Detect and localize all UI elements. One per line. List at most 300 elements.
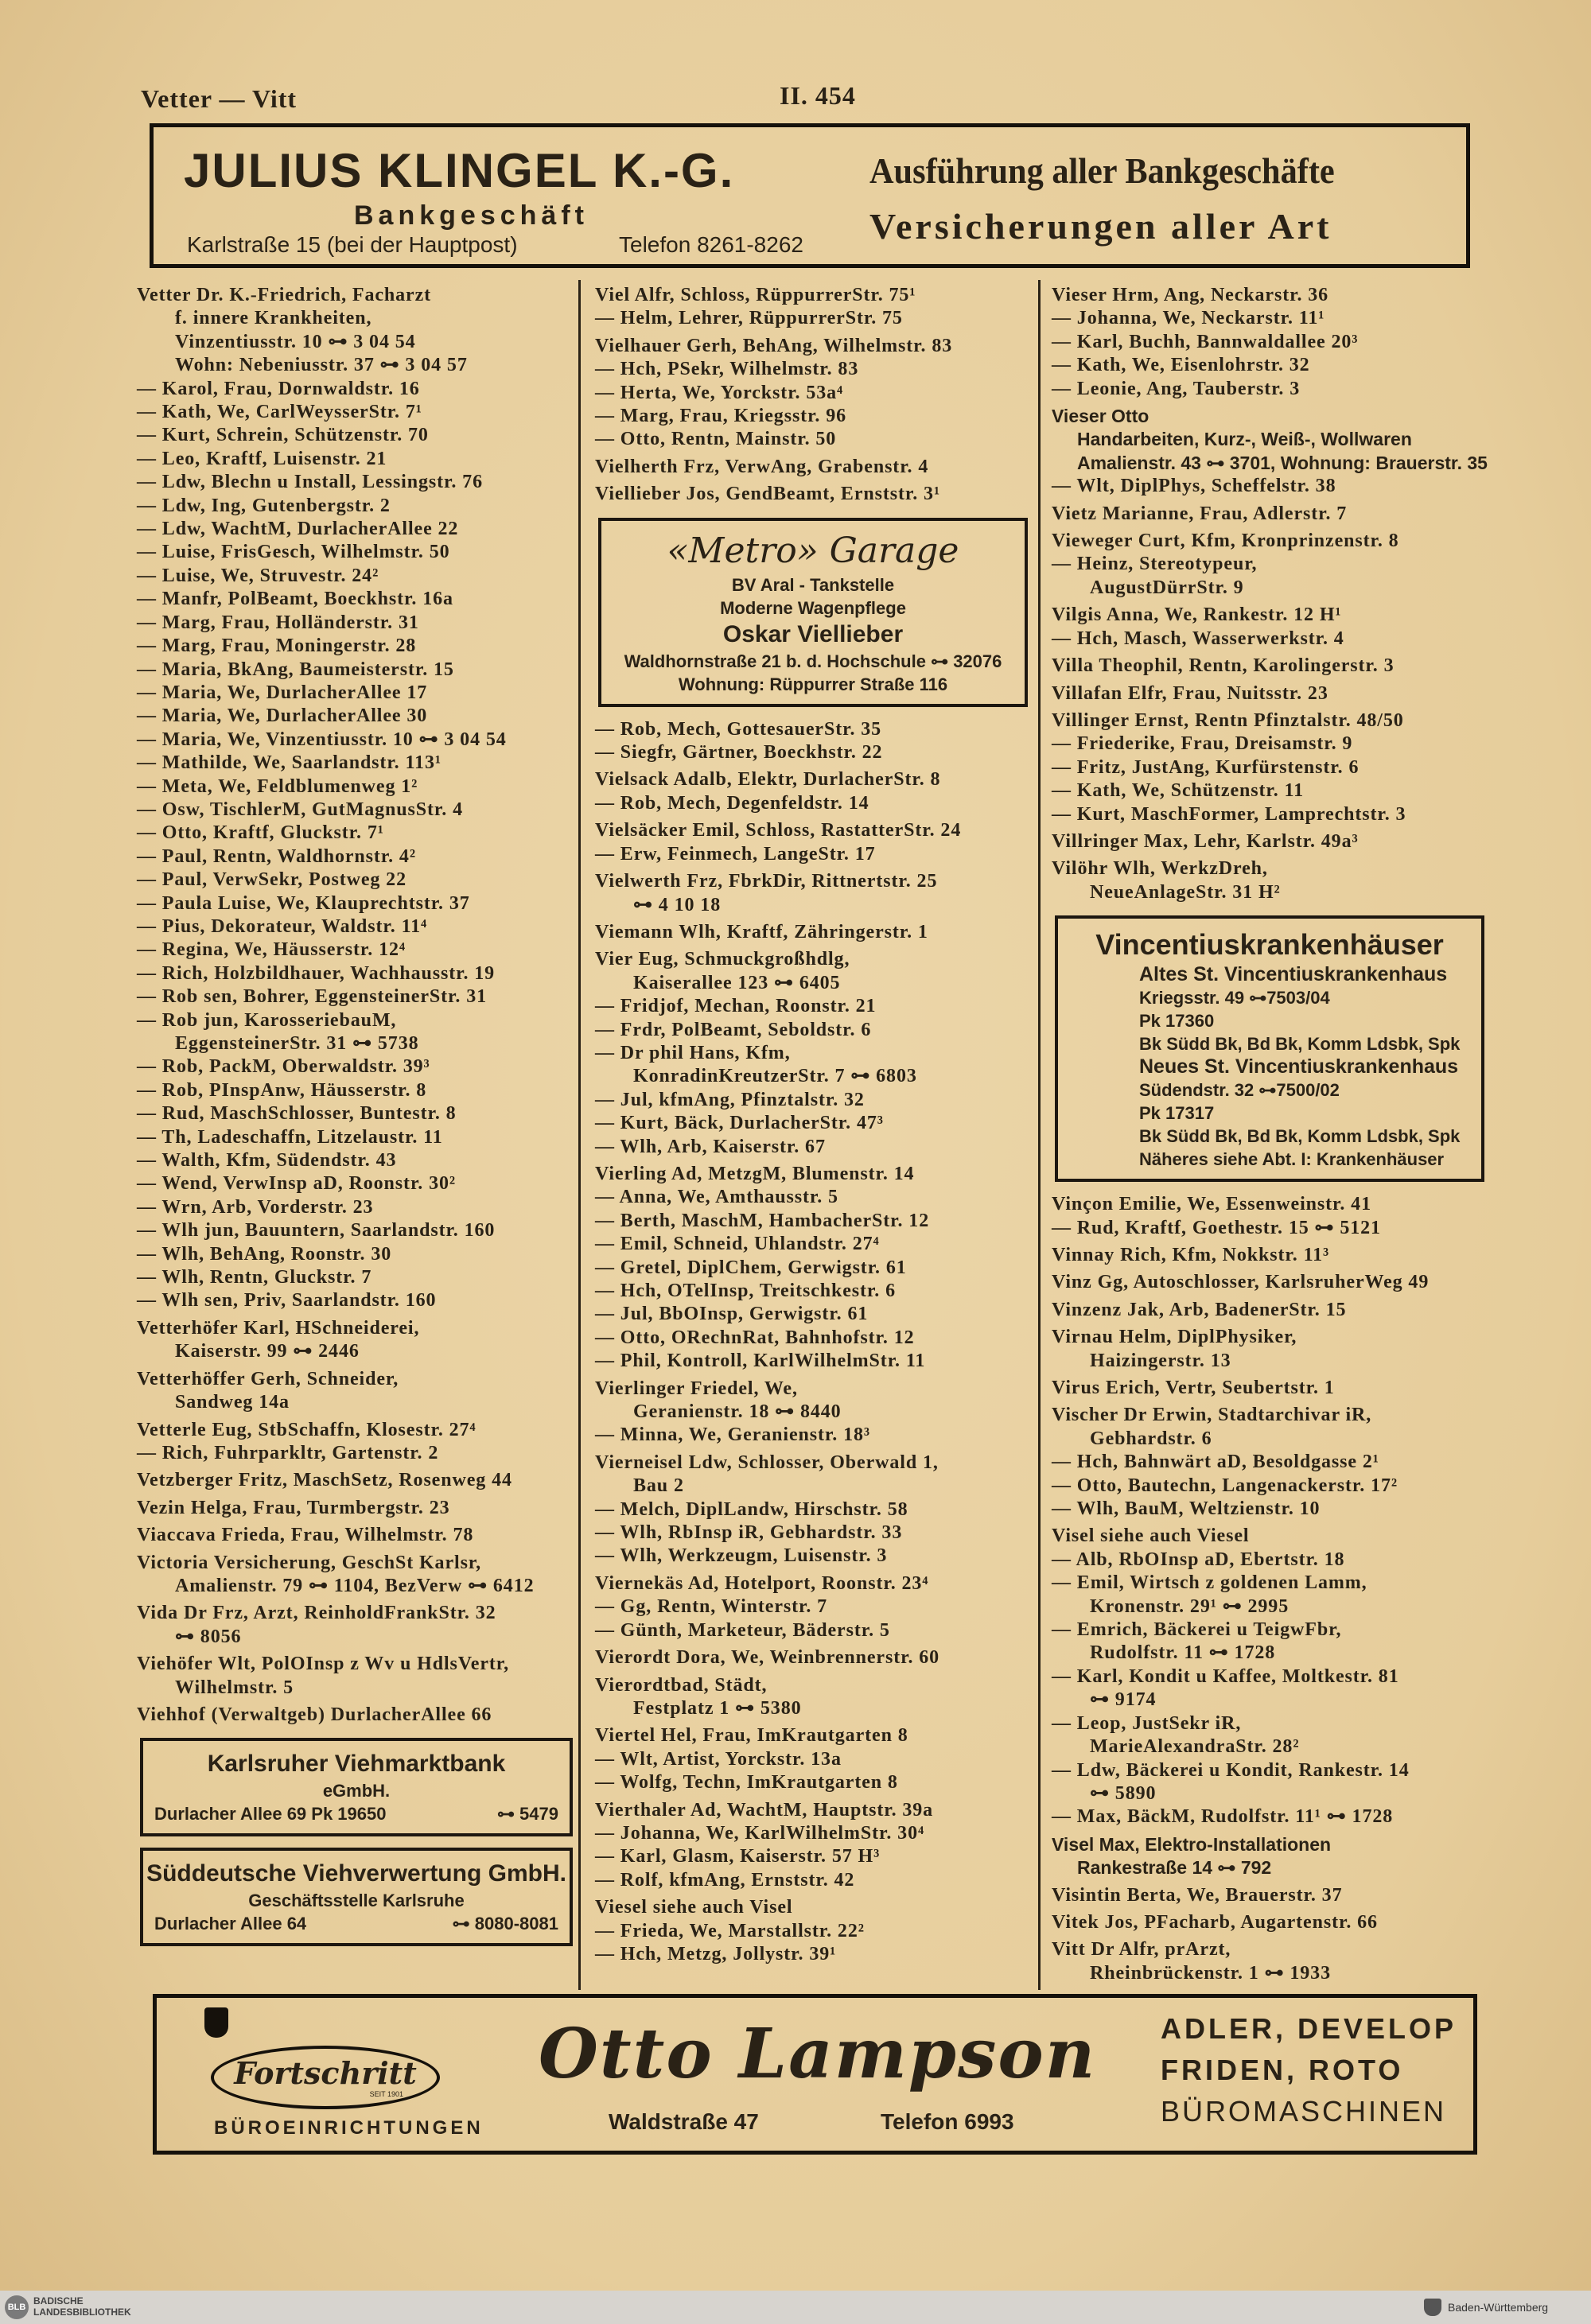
entry-text: — Emrich, Bäckerei u TeigwFbr,	[1052, 1619, 1342, 1641]
entry-text: — Luise, We, Struvestr. 24²	[137, 565, 379, 586]
directory-entry	[137, 1419, 576, 1442]
entry-continuation: Wilhelmstr. 5	[175, 1677, 294, 1698]
ad-text: Moderne Wagenpflege	[720, 597, 906, 618]
directory-entry	[1052, 1299, 1488, 1322]
entry-text: Vinçon Emilie, We, Essenweinstr. 41	[1052, 1194, 1371, 1215]
directory-entry	[1052, 1911, 1488, 1934]
entry-text: — Kath, We, Eisenlohrstr. 32	[1052, 355, 1310, 376]
entry-text: Viesel siehe auch Visel	[595, 1897, 793, 1918]
entry-text: — Ldw, Bäckerei u Kondit, Rankestr. 14	[1052, 1759, 1410, 1781]
ad-company-name: Otto Lampson	[539, 2014, 1097, 2094]
ad-line	[1069, 1148, 1470, 1171]
entry-text: Vieweger Curt, Kfm, Kronprinzenstr. 8	[1052, 530, 1399, 552]
entry-text: — Paula Luise, We, Klauprechtstr. 37	[137, 892, 470, 914]
directory-entry	[1052, 779, 1488, 803]
entry-text: Vitek Jos, PFacharb, Augartenstr. 66	[1052, 1911, 1378, 1933]
directory-entry	[1052, 857, 1488, 904]
directory-column-3	[1052, 280, 1488, 1985]
directory-entry	[137, 541, 576, 564]
directory-entry	[595, 382, 1031, 405]
entry-text: — Mathilde, We, Saarlandstr. 113¹	[137, 752, 442, 774]
column-divider	[578, 280, 581, 1990]
entry-text: Vielherth Frz, VerwAng, Grabenstr. 4	[595, 456, 929, 477]
entry-text: — Phil, Kontroll, KarlWilhelmStr. 11	[595, 1350, 926, 1372]
business-entry-line: Vieser Otto	[1052, 406, 1149, 427]
entry-text: — Kurt, MaschFormer, Lamprechtstr. 3	[1052, 803, 1406, 825]
directory-entry	[1052, 1938, 1488, 1985]
directory-entry	[137, 682, 576, 705]
directory-entry	[1052, 1404, 1488, 1451]
directory-entry	[1052, 709, 1488, 733]
entry-continuation: AugustDürrStr. 9	[1090, 577, 1244, 598]
ad-address: Karlstraße 15 (bei der Hauptpost)	[187, 232, 518, 257]
directory-entry	[595, 948, 1031, 995]
entry-text: — Wlh, Rentn, Gluckstr. 7	[137, 1267, 372, 1288]
directory-entry	[1052, 378, 1488, 401]
directory-entry	[1052, 1217, 1488, 1240]
entry-continuation: Gebhardstr. 6	[1090, 1428, 1212, 1449]
entry-text: — Maria, We, DurlacherAllee 30	[137, 705, 428, 727]
entry-text: Viehöfer Wlt, PolOInsp z Wv u HdlsVertr,	[137, 1654, 510, 1675]
entry-text: — Kath, We, Schützenstr. 11	[1052, 780, 1304, 802]
directory-entry	[1052, 354, 1488, 377]
entry-text: — Frieda, We, Marstallstr. 22²	[595, 1920, 865, 1941]
entry-text: Vida Dr Frz, Arzt, ReinholdFrankStr. 32	[137, 1603, 496, 1624]
entry-text: — Emil, Wirtsch z goldenen Lamm,	[1052, 1572, 1367, 1594]
directory-entry	[595, 1822, 1031, 1845]
entry-text: — Johanna, We, Neckarstr. 11¹	[1052, 308, 1325, 329]
ad-line	[154, 1912, 558, 1935]
entry-text: — Wlt, Artist, Yorckstr. 13a	[595, 1748, 842, 1770]
entry-continuation: Vinzentiusstr. 10 ⊶ 3 04 54	[175, 331, 416, 352]
ad-slogan-1: Ausführung aller Bankgeschäfte	[869, 150, 1335, 191]
directory-entry	[595, 428, 1031, 451]
entry-continuation: f. innere Krankheiten,	[175, 308, 372, 329]
entry-text: Vinnay Rich, Kfm, Nokkstr. 11³	[1052, 1244, 1330, 1265]
directory-entry	[1052, 682, 1488, 705]
ad-line	[154, 1802, 558, 1825]
entry-continuation: Kronenstr. 29¹ ⊶ 2995	[1090, 1595, 1290, 1617]
ad-line	[154, 1889, 558, 1912]
directory-entry	[1052, 1244, 1488, 1267]
entry-text: — Gg, Rentn, Winterstr. 7	[595, 1596, 828, 1618]
entry-text: — Rob, Mech, Degenfeldstr. 14	[595, 792, 869, 814]
entry-text: Virus Erich, Vertr, Seubertstr. 1	[1052, 1378, 1335, 1398]
directory-entry	[137, 822, 576, 845]
directory-entry	[1052, 1475, 1488, 1498]
directory-entry	[595, 1498, 1031, 1521]
ad-text: Bk Südd Bk, Bd Bk, Komm Ldsbk, Spk	[1139, 1126, 1461, 1147]
entry-continuation: ⊶ 8056	[175, 1626, 242, 1647]
viehmarktbank-ad	[140, 1738, 573, 1836]
entry-text: — Otto, Rentn, Mainstr. 50	[595, 429, 837, 450]
directory-entry	[595, 1233, 1031, 1256]
directory-entry	[595, 1724, 1031, 1747]
directory-entry	[1052, 830, 1488, 853]
lampson-ad	[153, 1994, 1477, 2155]
ad-text: «Metro» Garage	[667, 530, 959, 571]
directory-entry	[137, 962, 576, 985]
directory-entry	[1052, 1759, 1488, 1806]
entry-text: — Karl, Buchh, Bannwaldallee 20³	[1052, 331, 1359, 352]
entry-text: — Maria, We, DurlacherAllee 17	[137, 682, 428, 703]
ad-line	[1069, 1102, 1470, 1125]
directory-entry	[595, 1799, 1031, 1822]
entry-continuation: ⊶ 9174	[1090, 1689, 1157, 1711]
directory-entry	[595, 1257, 1031, 1280]
ad-line	[613, 620, 1013, 650]
entry-text: — Hch, PSekr, Wilhelmstr. 83	[595, 359, 859, 380]
ad-line	[1069, 1055, 1470, 1078]
entry-continuation: Haizingerstr. 13	[1090, 1350, 1231, 1371]
entry-text: Vielhauer Gerh, BehAng, Wilhelmstr. 83	[595, 335, 953, 356]
directory-entry	[137, 775, 576, 799]
directory-entry	[1052, 307, 1488, 330]
entry-text: Vierling Ad, MetzgM, Blumenstr. 14	[595, 1163, 915, 1184]
entry-text: — Ldw, WachtM, DurlacherAllee 22	[137, 519, 459, 540]
entry-continuation: ⊶ 4 10 18	[633, 894, 722, 915]
entry-text: — Rud, Kraftf, Goethestr. 15 ⊶ 5121	[1052, 1217, 1381, 1238]
entry-text: — Leop, JustSekr iR,	[1052, 1712, 1242, 1734]
entry-continuation: Kaiserstr. 99 ⊶ 2446	[175, 1341, 360, 1362]
entry-text: Virnau Helm, DiplPhysiker,	[1052, 1327, 1297, 1348]
entry-text: — Rud, MaschSchlosser, Buntestr. 8	[137, 1103, 457, 1125]
entry-text: Vetter Dr. K.-Friedrich, Facharzt	[137, 285, 432, 305]
directory-entry	[137, 448, 576, 471]
ad-text: Wohnung: Rüppurrer Straße 116	[678, 674, 948, 694]
ad-line	[154, 1779, 558, 1802]
entry-text: — Jul, kfmAng, Pfinztalstr. 32	[595, 1089, 865, 1110]
ad-company-name: JULIUS KLINGEL K.-G.	[184, 144, 735, 197]
ad-text: Karlsruher Viehmarktbank	[207, 1751, 506, 1778]
entry-text: Vietz Marianne, Frau, Adlerstr. 7	[1052, 503, 1348, 524]
library-name	[33, 2295, 131, 2318]
directory-entry	[137, 471, 576, 494]
entry-text: Vetterhöffer Gerh, Schneider,	[137, 1368, 399, 1389]
entry-text: Villinger Ernst, Rentn Pfinztalstr. 48/50	[1052, 709, 1404, 731]
business-entry-line: Visel Max, Elektro-Installationen	[1052, 1833, 1332, 1855]
directory-entry	[137, 1368, 576, 1415]
entry-continuation: ⊶ 5890	[1090, 1782, 1157, 1804]
business-entry-line: Amalienstr. 43 ⊶ 3701, Wohnung: Brauerstr. 35	[1077, 452, 1488, 473]
directory-entry	[137, 1602, 576, 1649]
entry-text: — Wrn, Arb, Vorderstr. 23	[137, 1196, 374, 1218]
entry-text: — Rich, Holzbildhauer, Wachhausstr. 19	[137, 962, 496, 984]
directory-entry	[595, 1521, 1031, 1545]
entry-text: — Minna, We, Geranienstr. 18³	[595, 1424, 870, 1446]
entry-text: Viel Alfr, Schloss, RüppurrerStr. 75¹	[595, 285, 916, 305]
directory-entry	[595, 1748, 1031, 1771]
entry-text: — Marg, Frau, Kriegsstr. 96	[595, 406, 847, 427]
ad-text: Pk 17360	[1139, 1011, 1215, 1032]
entry-text: Vielsäcker Emil, Schloss, RastatterStr. 24	[595, 820, 962, 841]
directory-entry	[595, 1089, 1031, 1112]
ad-text: Südendstr. 32 ⊶7500/02	[1139, 1080, 1340, 1101]
ad-line	[146, 1859, 566, 1889]
entry-text: Viemann Wlh, Kraftf, Zähringerstr. 1	[595, 921, 928, 942]
entry-text: — Herta, We, Yorckstr. 53a⁴	[595, 382, 844, 403]
ad-text: Süddeutsche Viehverwertung GmbH.	[146, 1860, 566, 1887]
directory-entry	[137, 1469, 576, 1492]
library-name-line-2: LANDESBIBLIOTHEK	[33, 2307, 131, 2318]
entry-text: — Rob, PInspAnw, Häusserstr. 8	[137, 1079, 427, 1101]
ad-line	[1069, 927, 1470, 963]
entry-continuation: Geranienstr. 18 ⊶ 8440	[633, 1401, 842, 1423]
directory-entry	[137, 1172, 576, 1195]
directory-entry	[137, 1524, 576, 1547]
entry-text: Victoria Versicherung, GeschSt Karlsr,	[137, 1552, 482, 1573]
entry-text: — Paul, VerwSekr, Postweg 22	[137, 869, 407, 891]
entry-text: — Hch, Bahnwärt aD, Besoldgasse 2¹	[1052, 1452, 1379, 1473]
entry-text: — Karl, Kondit u Kaffee, Moltkestr. 81	[1052, 1665, 1399, 1687]
directory-entry	[1052, 553, 1488, 600]
ad-line	[1069, 1125, 1470, 1148]
ad-line	[613, 597, 1013, 620]
directory-entry	[1052, 1451, 1488, 1474]
entry-text: — Otto, Bautechn, Langenackerstr. 17²	[1052, 1475, 1398, 1496]
directory-entry	[595, 456, 1031, 479]
directory-entry	[1052, 1377, 1488, 1400]
entry-text: Villafan Elfr, Frau, Nuitsstr. 23	[1052, 682, 1328, 704]
entry-text: — Rolf, kfmAng, Ernststr. 42	[595, 1869, 855, 1891]
entry-text: — Alb, RbOInsp aD, Ebertstr. 18	[1052, 1549, 1345, 1570]
ad-phone: Telefon 8261-8262	[619, 232, 803, 257]
entry-text: — Wlh sen, Priv, Saarlandstr. 160	[137, 1290, 437, 1312]
directory-entry	[595, 1042, 1031, 1089]
entry-text: — Kurt, Bäck, DurlacherStr. 47³	[595, 1113, 884, 1134]
directory-entry	[137, 1243, 576, 1266]
business-entry	[1052, 1833, 1488, 1880]
entry-text: — Wlh jun, Bauuntern, Saarlandstr. 160	[137, 1220, 496, 1242]
ad-line	[613, 573, 1013, 597]
directory-entry	[1052, 1619, 1488, 1665]
directory-entry	[1052, 475, 1488, 498]
directory-entry	[595, 483, 1031, 506]
directory-entry	[1052, 1884, 1488, 1907]
directory-entry	[595, 1424, 1031, 1447]
metro-garage-ad	[598, 518, 1028, 707]
ad-text: Kriegsstr. 49 ⊶7503/04	[1139, 988, 1330, 1008]
ad-line	[1069, 986, 1470, 1009]
directory-entry	[137, 284, 576, 378]
entry-text: — Max, BäckM, Rudolfstr. 11¹ ⊶ 1728	[1052, 1806, 1394, 1828]
directory-entry	[1052, 756, 1488, 779]
entry-text: Vilgis Anna, We, Rankestr. 12 H¹	[1052, 604, 1342, 626]
directory-entry	[1052, 1271, 1488, 1294]
klingel-bank-ad	[150, 123, 1470, 268]
directory-entry	[595, 819, 1031, 842]
entry-text: — Rob, PackM, Oberwaldstr. 39³	[137, 1056, 430, 1078]
directory-entry	[137, 1442, 576, 1465]
entry-continuation: Sandweg 14a	[175, 1392, 290, 1413]
viehverwertung-ad	[140, 1848, 573, 1946]
entry-text: — Rob sen, Bohrer, EggensteinerStr. 31	[137, 986, 487, 1008]
directory-entry	[595, 1280, 1031, 1303]
entry-text: — Günth, Marketeur, Bäderstr. 5	[595, 1619, 890, 1641]
directory-entry	[137, 588, 576, 611]
directory-entry	[1052, 1665, 1488, 1712]
directory-entry	[1052, 1326, 1488, 1373]
entry-text: — Wlh, RbInsp iR, Gebhardstr. 33	[595, 1522, 903, 1544]
ad-line	[1069, 1032, 1470, 1055]
entry-text: — Otto, ORechnRat, Bahnhofstr. 12	[595, 1327, 915, 1348]
entry-text: — Frdr, PolBeamt, Seboldstr. 6	[595, 1019, 872, 1040]
directory-entry	[137, 565, 576, 588]
ad-line	[1069, 1078, 1470, 1102]
directory-entry	[1052, 1805, 1488, 1828]
ad-company-type: Bankgeschäft	[354, 200, 589, 231]
entry-text: Vilöhr Wlh, WerkzDreh,	[1052, 858, 1268, 880]
entry-text: Vischer Dr Erwin, Stadtarchivar iR,	[1052, 1405, 1372, 1426]
directory-column-2	[595, 280, 1031, 1966]
entry-text: — Anna, We, Amthausstr. 5	[595, 1187, 838, 1208]
entry-text: — Rich, Fuhrparkltr, Gartenstr. 2	[137, 1442, 439, 1463]
entry-text: — Emil, Schneid, Uhlandstr. 27⁴	[595, 1234, 880, 1255]
vincentiuskrankenhaeuser-ad	[1055, 915, 1484, 1182]
entry-text: Vierordtbad, Städt,	[595, 1674, 768, 1696]
directory-entry	[137, 1196, 576, 1219]
directory-entry	[595, 921, 1031, 944]
entry-text: Vierlinger Friedel, We,	[595, 1378, 798, 1399]
library-name-line-1: BADISCHE	[33, 2295, 84, 2307]
entry-text: — Ldw, Ing, Gutenbergstr. 2	[137, 495, 391, 516]
directory-entry	[595, 1303, 1031, 1326]
directory-entry	[1052, 1193, 1488, 1216]
directory-entry	[595, 405, 1031, 428]
directory-entry	[137, 1497, 576, 1520]
entry-text: — Pius, Dekorateur, Waldstr. 11⁴	[137, 915, 428, 937]
directory-entry	[595, 1136, 1031, 1159]
entry-text: Viaccava Frieda, Frau, Wilhelmstr. 78	[137, 1525, 474, 1546]
entry-text: — Wlh, Werkzeugm, Luisenstr. 3	[595, 1545, 888, 1567]
directory-entry	[595, 358, 1031, 381]
directory-entry	[1052, 530, 1488, 553]
ad-line	[613, 673, 1013, 696]
business-entry	[1052, 405, 1488, 475]
entry-text: Vieser Hrm, Ang, Neckarstr. 36	[1052, 285, 1329, 305]
entry-text: Vierneisel Ldw, Schlosser, Oberwald 1,	[595, 1452, 939, 1473]
entry-text: Vetzberger Fritz, MaschSetz, Rosenweg 44	[137, 1470, 512, 1491]
entry-text: — Wlt, DiplPhys, Scheffelstr. 38	[1052, 476, 1336, 497]
directory-entry	[137, 1055, 576, 1078]
directory-column-1	[137, 280, 576, 1957]
directory-entry	[137, 729, 576, 752]
directory-entry	[137, 705, 576, 728]
ad-line	[1069, 1009, 1470, 1032]
entry-continuation: EggensteinerStr. 31 ⊶ 5738	[175, 1033, 419, 1054]
ad-address: Waldstraße 47	[609, 2109, 759, 2134]
fortschritt-caption: BÜROEINRICHTUNGEN	[214, 2117, 484, 2139]
ad-text: Bk Südd Bk, Bd Bk, Komm Ldsbk, Spk	[1139, 1034, 1461, 1055]
ad-text: Durlacher Allee 64	[154, 1914, 307, 1934]
directory-entry	[1052, 503, 1488, 526]
entry-text: — Paul, Rentn, Waldhornstr. 4²	[137, 845, 416, 867]
directory-entry	[595, 1646, 1031, 1669]
directory-entry	[137, 799, 576, 822]
directory-entry	[1052, 1498, 1488, 1521]
directory-entry	[137, 401, 576, 424]
entry-text: Vielsack Adalb, Elektr, DurlacherStr. 8	[595, 769, 941, 791]
page-number: II. 454	[780, 81, 856, 110]
directory-entry	[137, 892, 576, 915]
entry-text: — Heinz, Stereotypeur,	[1052, 554, 1258, 575]
directory-entry	[595, 1896, 1031, 1919]
entry-text: Vetterhöfer Karl, HSchneiderei,	[137, 1317, 420, 1339]
directory-entry	[1052, 331, 1488, 354]
entry-text: — Maria, We, Vinzentiusstr. 10 ⊶ 3 04 54	[137, 729, 507, 750]
library-footer	[0, 2291, 1591, 2324]
directory-entry	[595, 1112, 1031, 1135]
ad-text: Altes St. Vincentiuskrankenhaus	[1139, 963, 1448, 986]
entry-text: — Wlh, BehAng, Roonstr. 30	[137, 1243, 392, 1265]
directory-entry	[595, 1869, 1031, 1892]
ad-text: eGmbH.	[322, 1781, 391, 1801]
ad-brands-1: ADLER, DEVELOP	[1161, 2012, 1457, 2045]
directory-entry	[137, 1317, 576, 1364]
entry-text: — Wolfg, Techn, ImKrautgarten 8	[595, 1772, 898, 1794]
directory-entry	[137, 939, 576, 962]
directory-entry	[1052, 803, 1488, 826]
directory-entry	[595, 768, 1031, 791]
directory-entry	[137, 1653, 576, 1700]
directory-entry	[595, 843, 1031, 866]
directory-entry	[595, 1545, 1031, 1568]
directory-entry	[595, 995, 1031, 1018]
fortschritt-emblem-icon	[204, 2007, 228, 2038]
entry-continuation: Amalienstr. 79 ⊶ 1104, BezVerw ⊶ 6412	[175, 1575, 535, 1596]
entry-text: — Th, Ladeschaffn, Litzelaustr. 11	[137, 1126, 443, 1148]
entry-text: — Meta, We, Feldblumenweg 1²	[137, 775, 418, 797]
directory-entry	[595, 1619, 1031, 1642]
ad-text: Näheres siehe Abt. I: Krankenhäuser	[1139, 1149, 1445, 1170]
entry-text: Viellieber Jos, GendBeamt, Ernststr. 3¹	[595, 484, 941, 505]
column-divider	[1038, 280, 1041, 1990]
state-emblem-icon	[1424, 2299, 1441, 2316]
directory-entry	[595, 1771, 1031, 1794]
directory-entry	[595, 1163, 1031, 1186]
entry-text: — Otto, Kraftf, Gluckstr. 7¹	[137, 822, 384, 844]
entry-text: — Regina, We, Häusserstr. 12⁴	[137, 939, 406, 961]
directory-entry	[595, 1327, 1031, 1350]
ad-text: Waldhornstraße 21 b. d. Hochschule ⊶ 32076	[624, 651, 1002, 671]
entry-text: — Marg, Frau, Moningerstr. 28	[137, 635, 417, 657]
business-entry-line: Rankestraße 14 ⊶ 792	[1077, 1857, 1272, 1879]
entry-text: — Rob jun, KarosseriebauM,	[137, 1009, 397, 1031]
directory-entry	[1052, 284, 1488, 307]
directory-entry	[595, 1943, 1031, 1966]
directory-entry	[137, 1149, 576, 1172]
entry-text: Vinzenz Jak, Arb, BadenerStr. 15	[1052, 1299, 1347, 1320]
ad-text: ⊶ 8080-8081	[452, 1914, 558, 1934]
directory-entry	[137, 424, 576, 447]
fortschritt-logo	[211, 2046, 440, 2109]
directory-entry	[1052, 628, 1488, 651]
entry-text: Viernekäs Ad, Hotelport, Roonstr. 23⁴	[595, 1572, 929, 1594]
entry-text: — Johanna, We, KarlWilhelmStr. 30⁴	[595, 1822, 925, 1844]
entry-text: Vierthaler Ad, WachtM, Hauptstr. 39a	[595, 1799, 934, 1821]
directory-entry	[137, 985, 576, 1008]
ad-line	[1069, 963, 1470, 986]
entry-text: Vier Eug, Schmuckgroßhdlg,	[595, 949, 850, 970]
entry-continuation: Rudolfstr. 11 ⊶ 1728	[1090, 1642, 1276, 1664]
business-entry-line: Handarbeiten, Kurz-, Weiß-, Wollwaren	[1077, 429, 1412, 450]
directory-entry	[137, 1009, 576, 1056]
entry-text: — Leo, Kraftf, Luisenstr. 21	[137, 448, 387, 469]
entry-text: — Helm, Lehrer, RüppurrerStr. 75	[595, 308, 903, 329]
ad-slogan-2: Versicherungen aller Art	[869, 206, 1332, 247]
entry-text: — Karl, Glasm, Kaiserstr. 57 H³	[595, 1846, 881, 1867]
directory-entry	[137, 1126, 576, 1149]
